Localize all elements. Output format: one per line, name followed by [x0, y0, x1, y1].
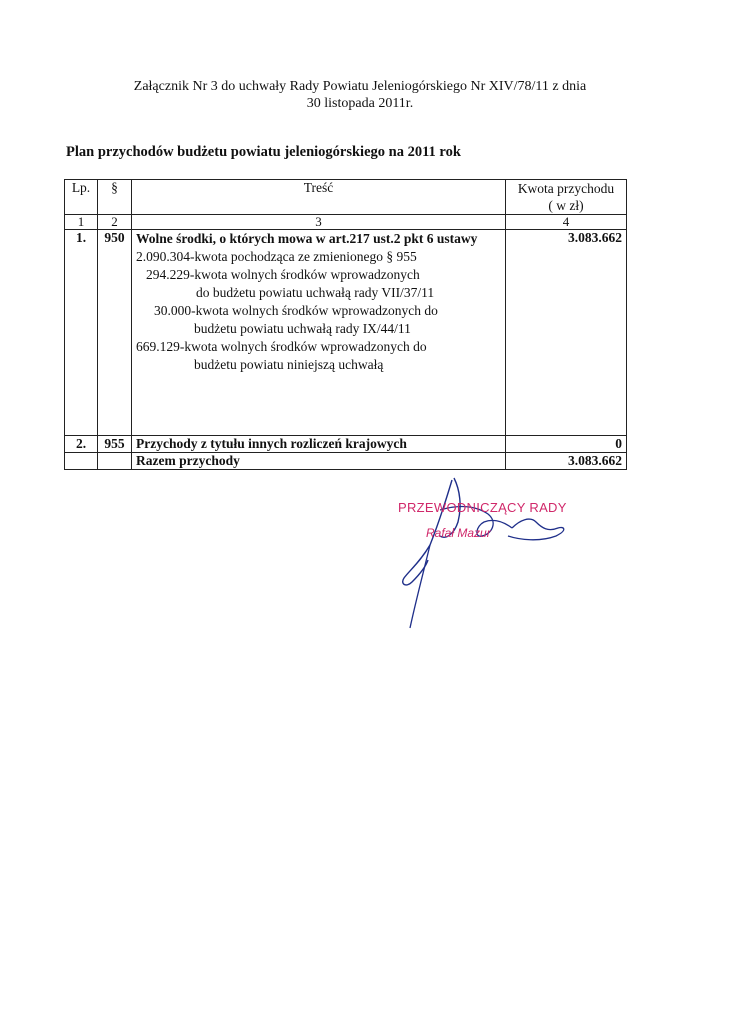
total-empty-cell	[65, 453, 98, 470]
row-lp: 1.	[65, 230, 98, 436]
total-row	[65, 453, 627, 470]
attachment-header	[60, 78, 660, 112]
row-amount: 0	[506, 436, 627, 453]
row-title: Wolne środki, o których mowa w art.217 ust.2 pkt 6 ustawy	[136, 231, 478, 246]
table-row	[65, 230, 627, 436]
row-amount: 3.083.662	[506, 230, 627, 436]
table-header-row	[65, 180, 627, 215]
header-lp: Lp.	[65, 180, 98, 215]
stamp-title: PRZEWODNICZĄCY RADY	[398, 500, 567, 515]
revenue-table	[64, 179, 627, 470]
total-amount: 3.083.662	[506, 453, 627, 470]
column-number-row	[65, 215, 627, 230]
header-kwota-line2: ( w zł)	[548, 198, 584, 213]
row-detail: 2.090.304-kwota pochodząca ze zmienionego § 955	[136, 249, 417, 264]
handwritten-signature	[380, 470, 580, 640]
row-detail: 294.229-kwota wolnych środków wprowadzonych	[146, 267, 420, 282]
total-label: Razem przychody	[132, 453, 506, 470]
header-kwota	[506, 180, 627, 215]
header-tresc: Treść	[132, 180, 506, 215]
stamp-name: Rafał Mazur	[426, 526, 491, 540]
total-empty-cell	[98, 453, 132, 470]
table-row	[65, 436, 627, 453]
attachment-header-line1: Załącznik Nr 3 do uchwały Rady Powiatu Jeleniogórskiego Nr XIV/78/11 z dnia	[133, 79, 587, 94]
row-paragraph: 950	[98, 230, 132, 436]
row-lp: 2.	[65, 436, 98, 453]
row-detail: 30.000-kwota wolnych środków wprowadzonych do	[154, 303, 438, 318]
plan-title: Plan przychodów budżetu powiatu jeleniogórskiego na 2011 rok	[66, 144, 461, 160]
row-title: Przychody z tytułu innych rozliczeń krajowych	[132, 436, 506, 453]
attachment-header-line2: 30 listopada 2011r.	[306, 96, 414, 111]
row-detail: do budżetu powiatu uchwałą rady VII/37/11	[196, 285, 435, 300]
header-kwota-line1: Kwota przychodu	[517, 181, 615, 196]
row-detail: budżetu powiatu uchwałą rady IX/44/11	[194, 321, 411, 336]
row-detail: 669.129-kwota wolnych środków wprowadzonych do	[136, 339, 427, 354]
column-number: 4	[506, 215, 627, 230]
row-paragraph: 955	[98, 436, 132, 453]
chairman-stamp	[398, 500, 567, 540]
row-tresc	[132, 230, 506, 436]
row-detail: budżetu powiatu niniejszą uchwałą	[194, 357, 384, 372]
column-number: 3	[132, 215, 506, 230]
column-number: 2	[98, 215, 132, 230]
column-number: 1	[65, 215, 98, 230]
header-paragraph: §	[98, 180, 132, 215]
